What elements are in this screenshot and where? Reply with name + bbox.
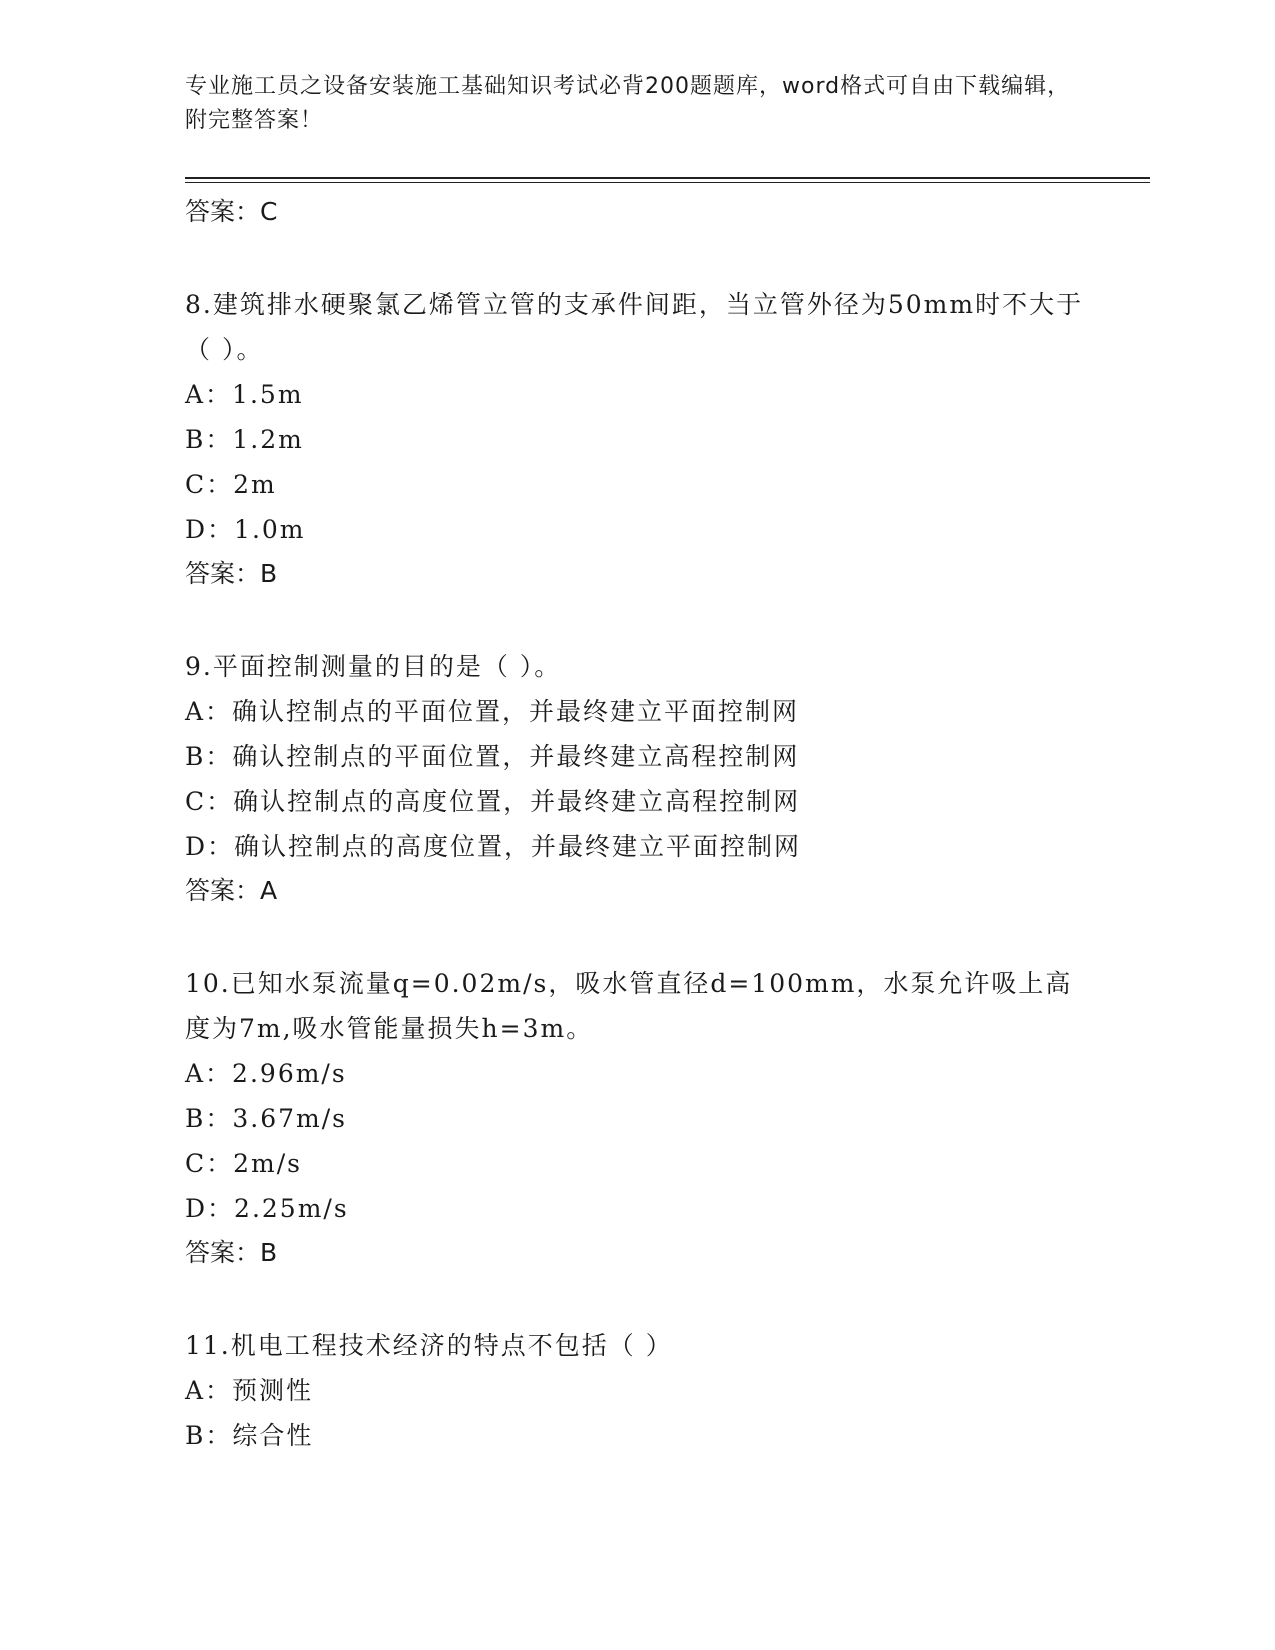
option-d: D：1.0m xyxy=(185,515,306,544)
question-block-9 xyxy=(185,644,1085,913)
option-d: D：2.25m/s xyxy=(185,1194,349,1223)
question-list xyxy=(185,190,1085,1458)
spacer xyxy=(185,1275,1085,1323)
option-b: B：3.67m/s xyxy=(185,1104,347,1133)
option-c: C：确认控制点的高度位置，并最终建立高程控制网 xyxy=(185,787,801,816)
spacer xyxy=(185,234,1085,282)
question-block-10 xyxy=(185,961,1085,1275)
header-title: 专业施工员之设备安装施工基础知识考试必背200题题库，word格式可自由下载编辑，附完整答案！ xyxy=(185,74,1071,133)
answer-line: 答案：B xyxy=(185,559,278,588)
question-stem: 8.建筑排水硬聚氯乙烯管立管的支承件间距，当立管外径为50mm时不大于（ ）。 xyxy=(185,290,1084,364)
document-header xyxy=(185,70,1085,138)
question-block-11 xyxy=(185,1323,1085,1458)
question-stem: 9.平面控制测量的目的是（ ）。 xyxy=(185,652,562,681)
option-c: C：2m/s xyxy=(185,1149,302,1178)
option-a: A：确认控制点的平面位置，并最终建立平面控制网 xyxy=(185,697,800,726)
answer-line: 答案：B xyxy=(185,1238,278,1267)
option-b: B：综合性 xyxy=(185,1421,314,1450)
option-a: A：预测性 xyxy=(185,1376,314,1405)
option-a: A：1.5m xyxy=(185,380,304,409)
option-a: A：2.96m/s xyxy=(185,1059,347,1088)
header-rule-thick xyxy=(185,177,1150,179)
question-stem: 11.机电工程技术经济的特点不包括（ ） xyxy=(185,1331,673,1360)
option-b: B：1.2m xyxy=(185,425,304,454)
spacer xyxy=(185,913,1085,961)
answer-line: 答案：A xyxy=(185,876,278,905)
option-d: D：确认控制点的高度位置，并最终建立平面控制网 xyxy=(185,832,802,861)
question-block-8 xyxy=(185,282,1085,596)
question-stem: 10.已知水泵流量q=0.02m/s，吸水管直径d=100mm，水泵允许吸上高度为7m,吸水管能量损失h=3m。 xyxy=(185,969,1073,1043)
option-b: B：确认控制点的平面位置，并最终建立高程控制网 xyxy=(185,742,800,771)
header-rule-thin xyxy=(185,182,1150,183)
spacer xyxy=(185,596,1085,644)
option-c: C：2m xyxy=(185,470,277,499)
answer-line: 答案：C xyxy=(185,197,278,226)
